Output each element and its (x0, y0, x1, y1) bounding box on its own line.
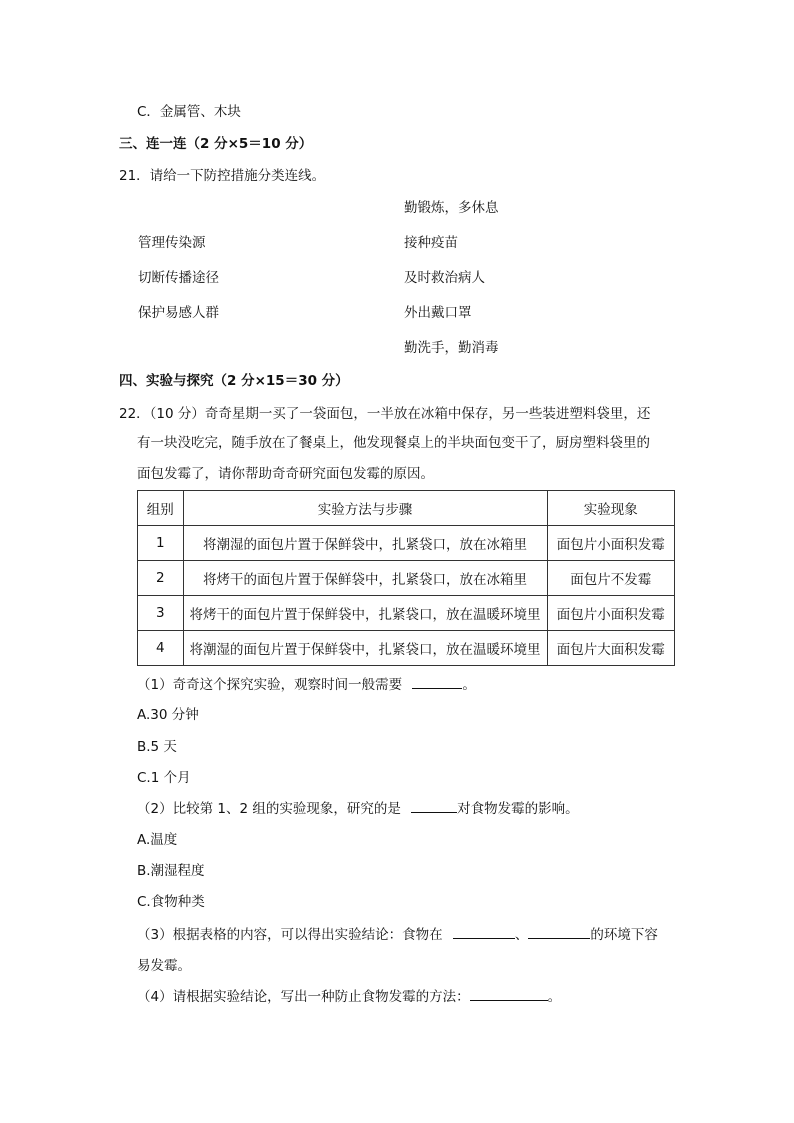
q22-stem-line2: 有一块没吃完，随手放在了餐桌上，他发现餐桌上的半块面包变干了，厨房塑料袋里的 (137, 435, 650, 451)
q22-sub4 (137, 986, 561, 1007)
q22-stem-line3: 面包发霉了，请你帮助奇奇研究面包发霉的原因。 (137, 466, 434, 482)
q22-sub1-option: A.30 分钟 (137, 707, 199, 723)
q21-right-item: 及时救治病人 (404, 270, 485, 286)
q22-sub2-option: B.潮湿程度 (137, 863, 205, 879)
q22-sub1-text: （1）奇奇这个探究实验，观察时间一般需要 (137, 677, 403, 693)
q21-right-item: 外出戴口罩 (404, 305, 472, 321)
q22-sub2-option: C.食物种类 (137, 894, 205, 910)
q21-left-item: 切断传播途径 (138, 270, 219, 286)
q22-sub1 (137, 674, 476, 695)
table-row (138, 526, 675, 561)
q21-right-item: 勤洗手，勤消毒 (404, 340, 499, 356)
q22-sub3-text: （3）根据表格的内容，可以得出实验结论：食物在 (137, 927, 443, 943)
q22-sub2 (137, 798, 579, 819)
table-cell: 面包片大面积发霉 (547, 631, 674, 666)
q22-sub1-option: C.1 个月 (137, 770, 191, 786)
table-cell: 将烤干的面包片置于保鲜袋中，扎紧袋口，放在冰箱里 (183, 561, 547, 596)
experiment-table (137, 490, 675, 666)
table-row (138, 561, 675, 596)
table-cell: 将烤干的面包片置于保鲜袋中，扎紧袋口，放在温暖环境里 (183, 596, 547, 631)
q21-left-item: 管理传染源 (138, 235, 206, 251)
q22-sub3-mid: 、 (514, 927, 529, 943)
section3-heading: 三、连一连（2 分×5＝10 分） (119, 136, 313, 152)
table-cell: 1 (138, 526, 184, 561)
q22-sub1-tail: 。 (462, 677, 476, 693)
q22-sub1-option: B.5 天 (137, 739, 177, 755)
q20-option-c: C．金属管、木块 (137, 104, 241, 120)
section4-heading: 四、实验与探究（2 分×15＝30 分） (119, 373, 349, 389)
q22-sub4-tail: 。 (547, 989, 562, 1005)
table-cell: 面包片小面积发霉 (547, 596, 674, 631)
q22-sub2-tail: 对食物发霉的影响。 (457, 801, 579, 817)
q22-sub2-text: （2）比较第 1、2 组的实验现象，研究的是 (137, 801, 401, 817)
answer-blank[interactable] (528, 924, 590, 939)
q22-sub4-text: （4）请根据实验结论，写出一种防止食物发霉的方法： (137, 989, 470, 1005)
table-cell: 将潮湿的面包片置于保鲜袋中，扎紧袋口，放在温暖环境里 (183, 631, 547, 666)
q22-stem-line1: 22．（10 分）奇奇星期一买了一袋面包，一半放在冰箱中保存，另一些装进塑料袋里，还 (119, 406, 651, 422)
table-cell: 4 (138, 631, 184, 666)
table-header: 组别 (138, 491, 184, 526)
table-cell: 面包片不发霉 (547, 561, 674, 596)
q22-sub3-tail: 的环境下容 (590, 927, 658, 943)
q22-sub3 (137, 924, 658, 945)
q21-stem: 21．请给一下防控措施分类连线。 (119, 168, 326, 184)
table-cell: 面包片小面积发霉 (547, 526, 674, 561)
answer-blank[interactable] (453, 924, 515, 939)
q21-right-item: 接种疫苗 (404, 235, 458, 251)
table-cell: 3 (138, 596, 184, 631)
answer-blank[interactable] (470, 986, 548, 1001)
table-header: 实验现象 (547, 491, 674, 526)
table-header: 实验方法与步骤 (183, 491, 547, 526)
table-row (138, 631, 675, 666)
table-cell: 将潮湿的面包片置于保鲜袋中，扎紧袋口，放在冰箱里 (183, 526, 547, 561)
table-header-row (138, 491, 675, 526)
table-cell: 2 (138, 561, 184, 596)
answer-blank[interactable] (411, 798, 457, 813)
q22-sub2-option: A.温度 (137, 832, 178, 848)
answer-blank[interactable] (412, 674, 462, 689)
q22-sub3-line2: 易发霉。 (137, 958, 191, 974)
q21-right-item: 勤锻炼，多休息 (404, 200, 499, 216)
q21-left-item: 保护易感人群 (138, 305, 219, 321)
table-row (138, 596, 675, 631)
